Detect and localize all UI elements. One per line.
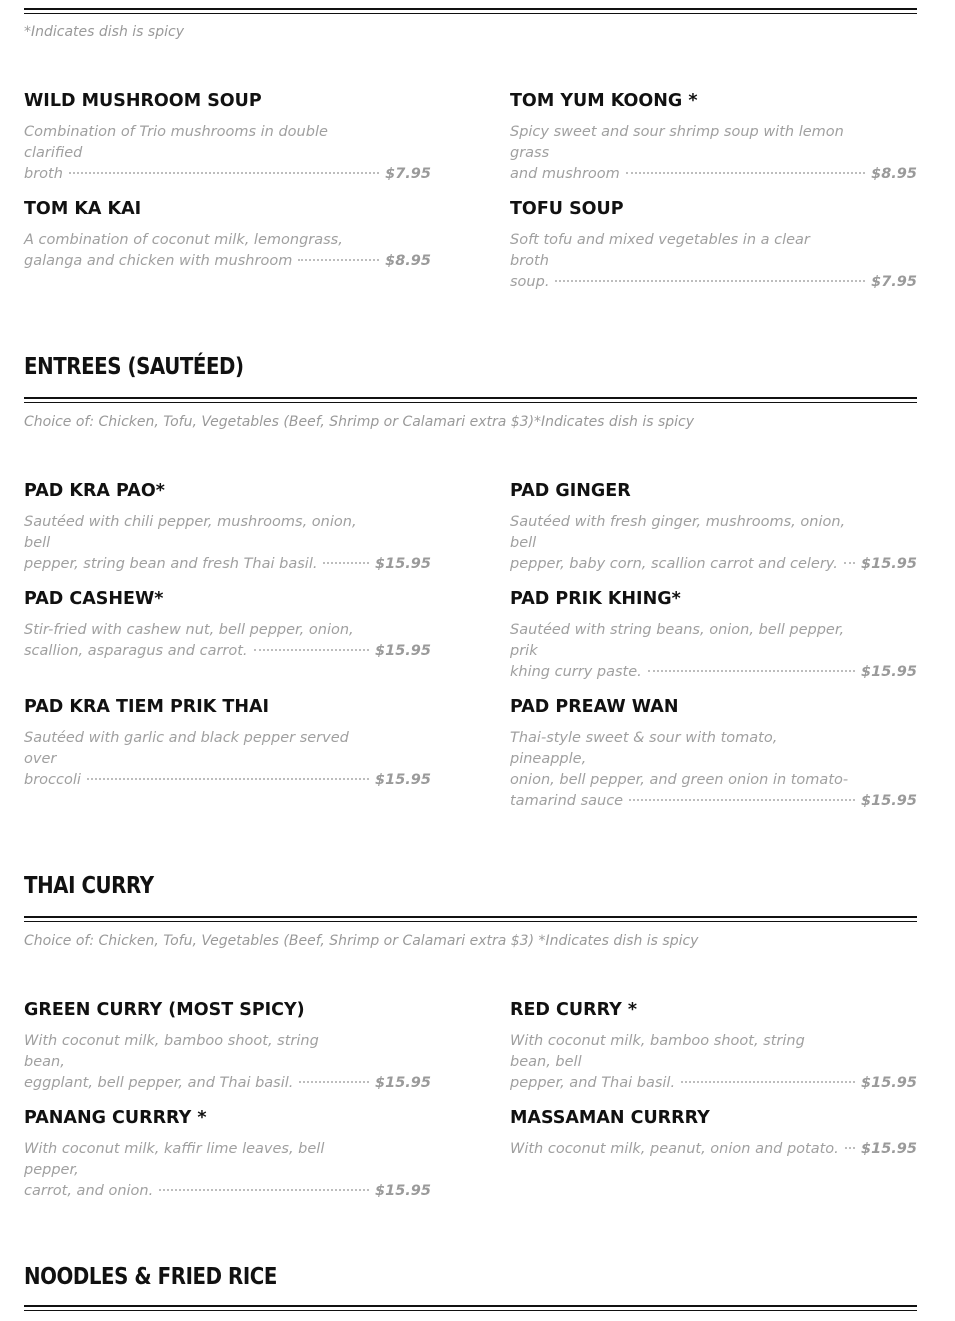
item-price: $15.95 [375,643,431,659]
section-title: THAI CURRY [24,873,154,899]
dot-leader [845,1147,855,1149]
item-description: Sautéed with chili pepper, mushrooms, onion, bell pepper, string bean and fresh Thai basil. $15.95 [24,512,431,575]
menu-item [24,197,431,272]
item-description: Combination of Trio mushrooms in double clarified broth $7.95 [24,122,431,185]
menu-item [510,197,917,293]
item-description: With coconut milk, bamboo shoot, string bean, eggplant, bell pepper, and Thai basil. $15.95 [24,1031,431,1094]
item-name: PAD GINGER [510,481,631,501]
item-name: GREEN CURRY (MOST SPICY) [24,1000,305,1020]
item-name: PAD PREAW WAN [510,697,679,717]
menu-item [24,89,431,185]
item-price: $15.95 [375,1075,431,1091]
item-description: With coconut milk, peanut, onion and potato. $15.95 [510,1139,917,1160]
item-description: Soft tofu and mixed vegetables in a clear broth soup. $7.95 [510,230,917,293]
dot-leader [844,562,855,564]
menu-item [510,89,917,185]
section-title: NOODLES & FRIED RICE [24,1264,277,1290]
item-name: TOM YUM KOONG * [510,91,698,111]
item-description: Sautéed with fresh ginger, mushrooms, onion, bell pepper, baby corn, scallion carrot and celery. $15.95 [510,512,917,575]
dot-leader [629,799,855,801]
item-name: TOM KA KAI [24,199,142,219]
section-divider [24,1305,917,1311]
dot-leader [254,649,369,651]
item-name: RED CURRY * [510,1000,638,1020]
item-price: $15.95 [861,556,917,572]
dot-leader [626,172,865,174]
item-description: Spicy sweet and sour shrimp soup with lemon grass and mushroom $8.95 [510,122,917,185]
dot-leader [681,1081,855,1083]
item-name: TOFU SOUP [510,199,624,219]
item-name: PAD KRA TIEM PRIK THAI [24,697,270,717]
dot-leader [298,259,379,261]
menu-item [24,1106,431,1202]
item-name: PAD PRIK KHING* [510,589,681,609]
item-price: $15.95 [861,1075,917,1091]
item-name: MASSAMAN CURRRY [510,1108,710,1128]
item-price: $15.95 [861,793,917,809]
item-description: A combination of coconut milk, lemongrass, galanga and chicken with mushroom $8.95 [24,230,431,272]
item-price: $8.95 [871,166,917,182]
item-price: $15.95 [375,772,431,788]
item-name: PAD CASHEW* [24,589,164,609]
dot-leader [87,778,369,780]
menu-item [510,479,917,575]
section-divider [24,397,917,403]
spicy-note: *Indicates dish is spicy [24,24,184,40]
dot-leader [555,280,865,282]
menu-item [510,587,917,683]
item-description: Sautéed with string beans, onion, bell pepper, prik khing curry paste. $15.95 [510,620,917,683]
menu-item [24,998,431,1094]
menu-item [510,998,917,1094]
dot-leader [648,670,855,672]
section-divider [24,8,917,14]
item-description: With coconut milk, bamboo shoot, string bean, bell pepper, and Thai basil. $15.95 [510,1031,917,1094]
item-price: $15.95 [375,1183,431,1199]
dot-leader [159,1189,369,1191]
section-title: ENTREES (SAUTÉED) [24,354,244,380]
item-name: WILD MUSHROOM SOUP [24,91,262,111]
item-price: $7.95 [871,274,917,290]
item-price: $8.95 [385,253,431,269]
item-price: $7.95 [385,166,431,182]
item-description: Thai-style sweet & sour with tomato, pineapple, onion, bell pepper, and green onion in tomato- tamarind sauce $15.95 [510,728,917,812]
section-divider [24,916,917,922]
dot-leader [323,562,369,564]
item-description: With coconut milk, kaffir lime leaves, bell pepper, carrot, and onion. $15.95 [24,1139,431,1202]
item-price: $15.95 [861,664,917,680]
item-description: Stir-fried with cashew nut, bell pepper, onion, scallion, asparagus and carrot. $15.95 [24,620,431,662]
section-note: Choice of: Chicken, Tofu, Vegetables (Beef, Shrimp or Calamari extra $3)*Indicates dish is spicy [24,414,695,430]
menu-item [510,695,917,812]
item-price: $15.95 [375,556,431,572]
item-name: PAD KRA PAO* [24,481,165,501]
dot-leader [299,1081,369,1083]
menu-item [24,587,431,662]
item-description: Sautéed with garlic and black pepper served over broccoli $15.95 [24,728,431,791]
menu-item [24,695,431,791]
dot-leader [69,172,379,174]
menu-item [24,479,431,575]
menu-item [510,1106,917,1160]
item-name: PANANG CURRRY * [24,1108,207,1128]
section-note: Choice of: Chicken, Tofu, Vegetables (Beef, Shrimp or Calamari extra $3) *Indicates dish is spicy [24,933,699,949]
item-price: $15.95 [861,1141,917,1157]
